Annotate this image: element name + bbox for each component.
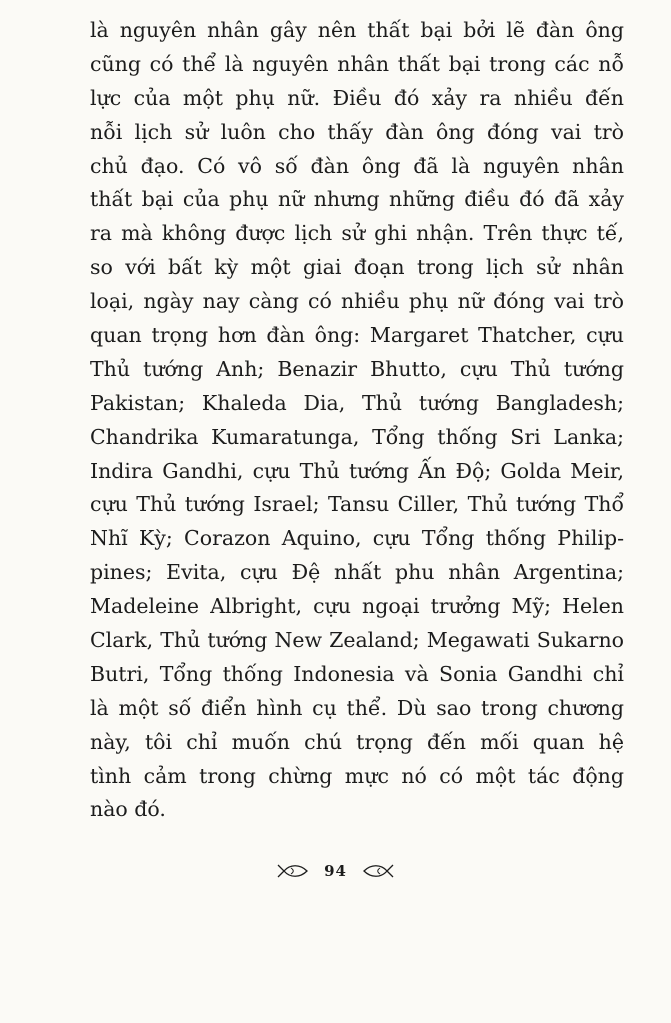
fish-ornament-left-icon	[276, 862, 310, 880]
text-line: chủ đạo. Có vô số đàn ông đã là nguyên nhân	[90, 153, 624, 178]
text-line: tình cảm trong chừng mực nó có một tác động	[90, 763, 624, 788]
text-line: Butri, Tổng thống Indonesia và Sonia Gandhi chỉ	[90, 661, 624, 686]
text-line: Clark, Thủ tướng New Zealand; Megawati Sukarno	[90, 628, 624, 653]
text-line: lực của một phụ nữ. Điều đó xảy ra nhiều đến	[90, 85, 624, 110]
text-line: nỗi lịch sử luôn cho thấy đàn ông đóng vai trò	[90, 119, 624, 144]
text-line: Chandrika Kumaratunga, Tổng thống Sri Lanka;	[90, 424, 624, 449]
body-text	[90, 14, 624, 827]
page-number: 94	[324, 862, 347, 880]
text-line: loại, ngày nay càng có nhiều phụ nữ đóng vai trò	[90, 289, 624, 314]
text-line: là một số điển hình cụ thể. Dù sao trong chương	[90, 695, 624, 720]
text-line: này, tôi chỉ muốn chú trọng đến mối quan hệ	[90, 729, 624, 754]
page-footer	[0, 856, 671, 886]
text-line: Pakistan; Khaleda Dia, Thủ tướng Bangladesh;	[90, 390, 624, 415]
text-line: quan trọng hơn đàn ông: Margaret Thatcher, cựu	[90, 323, 624, 348]
text-line: nào đó.	[90, 797, 166, 822]
text-line: Nhĩ Kỳ; Corazon Aquino, cựu Tổng thống Philip-	[90, 526, 624, 551]
text-line: cựu Thủ tướng Israel; Tansu Ciller, Thủ tướng Thổ	[90, 492, 624, 517]
text-line: so với bất kỳ một giai đoạn trong lịch sử nhân	[90, 255, 624, 280]
text-line: ra mà không được lịch sử ghi nhận. Trên thực tế,	[90, 221, 624, 246]
text-line: cũng có thể là nguyên nhân thất bại trong các nỗ	[90, 51, 624, 76]
text-line: Madeleine Albright, cựu ngoại trưởng Mỹ; Helen	[90, 594, 624, 619]
text-line: thất bại của phụ nữ nhưng những điều đó đã xảy	[90, 187, 624, 212]
text-line: Thủ tướng Anh; Benazir Bhutto, cựu Thủ tướng	[90, 356, 624, 381]
text-line: pines; Evita, cựu Đệ nhất phu nhân Argentina;	[90, 560, 624, 585]
text-line: Indira Gandhi, cựu Thủ tướng Ấn Độ; Golda Meir,	[90, 458, 624, 483]
text-line: là nguyên nhân gây nên thất bại bởi lẽ đàn ông	[90, 18, 624, 42]
fish-ornament-right-icon	[361, 862, 395, 880]
